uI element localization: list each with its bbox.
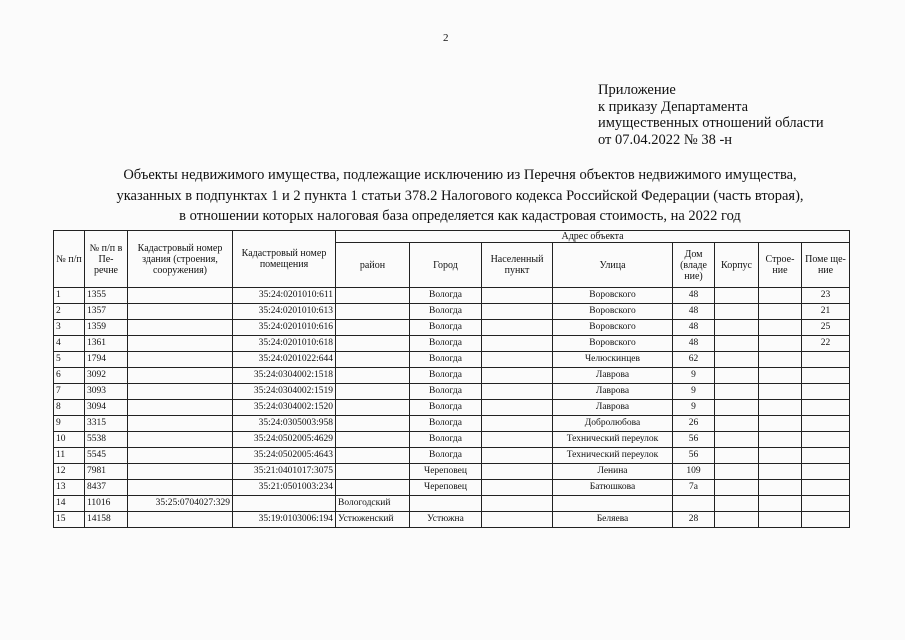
table-row [54, 496, 850, 512]
cell-list-no: 14158 [85, 512, 128, 528]
header-list-no: № п/п в Пе- речне [85, 231, 128, 288]
cell-korpus [715, 288, 759, 304]
cell-room [802, 496, 850, 512]
cell-city: Череповец [410, 464, 482, 480]
cell-building [759, 384, 802, 400]
cell-list-no: 1355 [85, 288, 128, 304]
cell-building-cadastral: 35:25:0704027:329 [128, 496, 233, 512]
cell-street: Лаврова [553, 384, 673, 400]
cell-no: 10 [54, 432, 85, 448]
cell-building-cadastral [128, 400, 233, 416]
table-row [54, 432, 850, 448]
title-line: указанных в подпунктах 1 и 2 пункта 1 статьи 378.2 Налогового кодекса Российской Федерации (часть вторая), [116, 187, 804, 204]
cell-street: Челюскинцев [553, 352, 673, 368]
cell-room-cadastral: 35:24:0502005:4643 [233, 448, 336, 464]
cell-district: Вологодский [336, 496, 410, 512]
cell-district [336, 320, 410, 336]
cell-house: 48 [673, 320, 715, 336]
cell-room [802, 352, 850, 368]
cell-street: Воровского [553, 320, 673, 336]
cell-room [802, 464, 850, 480]
cell-list-no: 7981 [85, 464, 128, 480]
cell-settlement [482, 512, 553, 528]
cell-house: 9 [673, 400, 715, 416]
cell-settlement [482, 496, 553, 512]
header-settlement: Населенный пункт [482, 243, 553, 288]
cell-korpus [715, 432, 759, 448]
header-korpus: Корпус [715, 243, 759, 288]
cell-list-no: 3094 [85, 400, 128, 416]
cell-room [802, 480, 850, 496]
cell-korpus [715, 384, 759, 400]
cell-building [759, 352, 802, 368]
cell-street [553, 496, 673, 512]
cell-room [802, 368, 850, 384]
cell-room [802, 432, 850, 448]
cell-house: 9 [673, 368, 715, 384]
header-building-cadastral: Кадастровый номер здания (строения, сооружения) [128, 231, 233, 288]
table-row [54, 464, 850, 480]
cell-settlement [482, 480, 553, 496]
cell-district [336, 384, 410, 400]
cell-list-no: 3092 [85, 368, 128, 384]
cell-korpus [715, 304, 759, 320]
header-address-group: Адрес объекта [336, 231, 850, 243]
cell-room-cadastral: 35:24:0304002:1518 [233, 368, 336, 384]
table-row [54, 416, 850, 432]
cell-list-no: 1794 [85, 352, 128, 368]
cell-building-cadastral [128, 464, 233, 480]
cell-building [759, 336, 802, 352]
cell-settlement [482, 368, 553, 384]
cell-korpus [715, 496, 759, 512]
cell-street: Технический переулок [553, 432, 673, 448]
document-title [40, 165, 880, 227]
cell-building [759, 304, 802, 320]
cell-building-cadastral [128, 368, 233, 384]
cell-street: Лаврова [553, 400, 673, 416]
title-line: в отношении которых налоговая база определяется как кадастровая стоимость, на 2022 год [179, 208, 741, 224]
cell-city: Вологда [410, 384, 482, 400]
cell-street: Батюшкова [553, 480, 673, 496]
cell-district [336, 448, 410, 464]
cell-house: 48 [673, 336, 715, 352]
cell-settlement [482, 464, 553, 480]
cell-settlement [482, 384, 553, 400]
cell-district [336, 464, 410, 480]
cell-district [336, 288, 410, 304]
cell-room-cadastral: 35:24:0201010:611 [233, 288, 336, 304]
cell-building [759, 432, 802, 448]
cell-no: 14 [54, 496, 85, 512]
cell-building [759, 512, 802, 528]
cell-city: Вологда [410, 336, 482, 352]
cell-no: 7 [54, 384, 85, 400]
table-row [54, 368, 850, 384]
cell-house: 109 [673, 464, 715, 480]
cell-korpus [715, 352, 759, 368]
cell-room-cadastral: 35:24:0304002:1519 [233, 384, 336, 400]
cell-house: 56 [673, 432, 715, 448]
cell-house: 9 [673, 384, 715, 400]
cell-no: 13 [54, 480, 85, 496]
cell-city: Вологда [410, 288, 482, 304]
cell-room-cadastral: 35:19:0103006:194 [233, 512, 336, 528]
cell-district [336, 336, 410, 352]
cell-street: Добролюбова [553, 416, 673, 432]
cell-city: Вологда [410, 448, 482, 464]
header-house: Дом (владе ние) [673, 243, 715, 288]
table-row [54, 384, 850, 400]
page-number: 2 [443, 32, 449, 44]
table-row [54, 480, 850, 496]
cell-settlement [482, 448, 553, 464]
cell-no: 11 [54, 448, 85, 464]
header-building: Строе- ние [759, 243, 802, 288]
cell-house: 62 [673, 352, 715, 368]
appendix-line: от 07.04.2022 № 38 -н [598, 131, 733, 148]
table-row [54, 304, 850, 320]
cell-room [802, 512, 850, 528]
cell-room-cadastral [233, 496, 336, 512]
cell-street: Лаврова [553, 368, 673, 384]
cell-korpus [715, 512, 759, 528]
cell-building-cadastral [128, 288, 233, 304]
table-row [54, 288, 850, 304]
cell-no: 9 [54, 416, 85, 432]
cell-house: 56 [673, 448, 715, 464]
cell-room [802, 416, 850, 432]
cell-room-cadastral: 35:24:0502005:4629 [233, 432, 336, 448]
cell-list-no: 1359 [85, 320, 128, 336]
cell-room [802, 384, 850, 400]
header-room-cadastral: Кадастровый номер помещения [233, 231, 336, 288]
cell-room-cadastral: 35:24:0201010:613 [233, 304, 336, 320]
cell-house [673, 496, 715, 512]
cell-room: 21 [802, 304, 850, 320]
cell-district [336, 352, 410, 368]
cell-room [802, 448, 850, 464]
cell-no: 8 [54, 400, 85, 416]
cell-list-no: 5545 [85, 448, 128, 464]
cell-list-no: 5538 [85, 432, 128, 448]
cell-district: Устюженский [336, 512, 410, 528]
cell-city: Вологда [410, 432, 482, 448]
header-room: Поме ще- ние [802, 243, 850, 288]
cell-district [336, 480, 410, 496]
cell-district [336, 368, 410, 384]
cell-settlement [482, 416, 553, 432]
table-row [54, 400, 850, 416]
cell-room-cadastral: 35:24:0201010:618 [233, 336, 336, 352]
cell-street: Беляева [553, 512, 673, 528]
table-row [54, 336, 850, 352]
cell-district [336, 400, 410, 416]
cell-district [336, 416, 410, 432]
cell-building-cadastral [128, 432, 233, 448]
cell-list-no: 11016 [85, 496, 128, 512]
title-line: Объекты недвижимого имущества, подлежащие исключению из Перечня объектов недвижимого имущества, [123, 167, 797, 183]
cell-building [759, 496, 802, 512]
header-no: № п/п [54, 231, 85, 288]
cell-district [336, 432, 410, 448]
cell-room: 23 [802, 288, 850, 304]
appendix-line: Приложение [598, 82, 676, 98]
cell-room-cadastral: 35:21:0401017:3075 [233, 464, 336, 480]
cell-korpus [715, 320, 759, 336]
cell-korpus [715, 368, 759, 384]
table-row [54, 448, 850, 464]
cell-settlement [482, 336, 553, 352]
cell-building [759, 320, 802, 336]
cell-room: 25 [802, 320, 850, 336]
objects-table [53, 230, 850, 528]
cell-city: Вологда [410, 400, 482, 416]
cell-street: Ленина [553, 464, 673, 480]
cell-korpus [715, 400, 759, 416]
cell-building [759, 416, 802, 432]
cell-list-no: 3093 [85, 384, 128, 400]
cell-building-cadastral [128, 320, 233, 336]
header-city: Город [410, 243, 482, 288]
cell-no: 3 [54, 320, 85, 336]
cell-city: Вологда [410, 352, 482, 368]
cell-building [759, 288, 802, 304]
table-row [54, 512, 850, 528]
cell-korpus [715, 416, 759, 432]
cell-settlement [482, 304, 553, 320]
cell-building [759, 400, 802, 416]
cell-room-cadastral: 35:24:0305003:958 [233, 416, 336, 432]
cell-building-cadastral [128, 384, 233, 400]
cell-settlement [482, 432, 553, 448]
table-row [54, 320, 850, 336]
cell-list-no: 3315 [85, 416, 128, 432]
cell-house: 7а [673, 480, 715, 496]
cell-room-cadastral: 35:21:0501003:234 [233, 480, 336, 496]
cell-settlement [482, 400, 553, 416]
cell-building [759, 480, 802, 496]
cell-no: 12 [54, 464, 85, 480]
cell-room-cadastral: 35:24:0201010:616 [233, 320, 336, 336]
cell-korpus [715, 336, 759, 352]
cell-building [759, 464, 802, 480]
cell-list-no: 1357 [85, 304, 128, 320]
cell-street: Воровского [553, 288, 673, 304]
cell-list-no: 8437 [85, 480, 128, 496]
appendix-block [598, 82, 824, 148]
cell-building-cadastral [128, 512, 233, 528]
cell-korpus [715, 448, 759, 464]
cell-house: 26 [673, 416, 715, 432]
cell-house: 28 [673, 512, 715, 528]
cell-district [336, 304, 410, 320]
cell-building-cadastral [128, 336, 233, 352]
cell-list-no: 1361 [85, 336, 128, 352]
cell-building-cadastral [128, 448, 233, 464]
cell-settlement [482, 288, 553, 304]
cell-building-cadastral [128, 304, 233, 320]
cell-street: Воровского [553, 336, 673, 352]
header-street: Улица [553, 243, 673, 288]
cell-settlement [482, 352, 553, 368]
cell-building [759, 368, 802, 384]
cell-street: Технический переулок [553, 448, 673, 464]
table-row [54, 352, 850, 368]
cell-korpus [715, 480, 759, 496]
cell-room-cadastral: 35:24:0201022:644 [233, 352, 336, 368]
cell-korpus [715, 464, 759, 480]
cell-building [759, 448, 802, 464]
cell-settlement [482, 320, 553, 336]
header-district: район [336, 243, 410, 288]
cell-city: Вологда [410, 416, 482, 432]
cell-no: 15 [54, 512, 85, 528]
appendix-line: к приказу Департамента [598, 98, 749, 115]
cell-room [802, 400, 850, 416]
cell-room: 22 [802, 336, 850, 352]
cell-room-cadastral: 35:24:0304002:1520 [233, 400, 336, 416]
cell-city [410, 496, 482, 512]
cell-street: Воровского [553, 304, 673, 320]
cell-building-cadastral [128, 352, 233, 368]
cell-city: Череповец [410, 480, 482, 496]
cell-no: 5 [54, 352, 85, 368]
cell-house: 48 [673, 304, 715, 320]
cell-house: 48 [673, 288, 715, 304]
cell-no: 4 [54, 336, 85, 352]
cell-building-cadastral [128, 416, 233, 432]
cell-city: Вологда [410, 320, 482, 336]
cell-no: 1 [54, 288, 85, 304]
appendix-line: имущественных отношений области [598, 115, 824, 131]
cell-building-cadastral [128, 480, 233, 496]
cell-city: Вологда [410, 304, 482, 320]
cell-city: Вологда [410, 368, 482, 384]
cell-no: 2 [54, 304, 85, 320]
cell-city: Устюжна [410, 512, 482, 528]
cell-no: 6 [54, 368, 85, 384]
